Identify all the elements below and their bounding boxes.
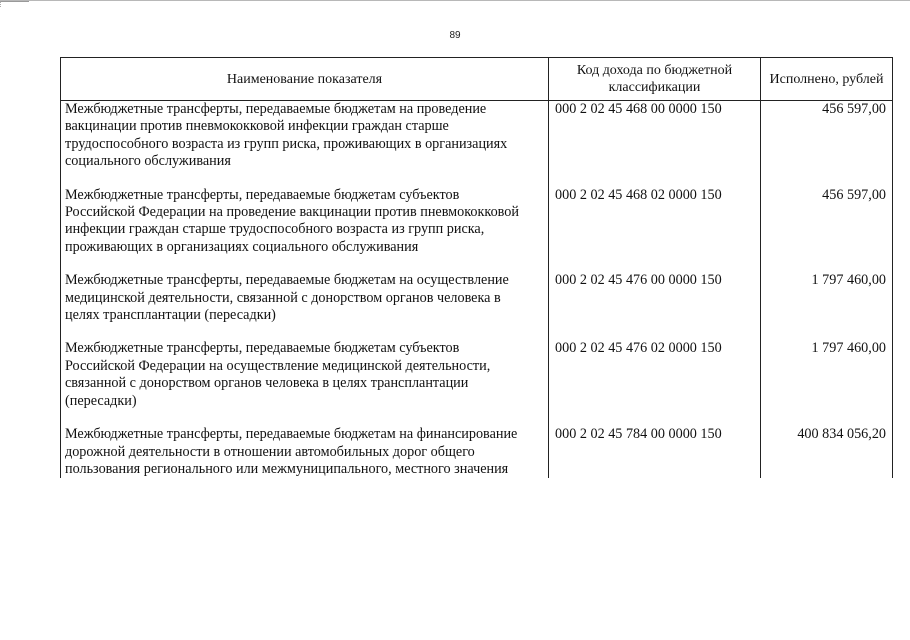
header-indicator-name: Наименование показателя <box>61 58 549 101</box>
row-budget-code: 000 2 02 45 476 00 0000 150 <box>549 272 761 324</box>
table-body <box>61 101 893 479</box>
row-amount: 456 597,00 <box>761 187 893 257</box>
row-spacer <box>61 256 893 272</box>
table-row <box>61 340 893 410</box>
header-row <box>61 58 893 101</box>
budget-report-table <box>60 57 893 478</box>
row-budget-code: 000 2 02 45 468 02 0000 150 <box>549 187 761 257</box>
row-amount: 400 834 056,20 <box>761 426 893 478</box>
table-row <box>61 272 893 324</box>
row-indicator-name: Межбюджетные трансферты, передаваемые бюджетам на осуществление медицинской деятельности, связанной с донорством органов человека в целях трансплантации (пересадки) <box>61 272 549 324</box>
row-indicator-name: Межбюджетные трансферты, передаваемые бюджетам субъектов Российской Федерации на осуществление медицинской деятельности, связанной с донорством органов человека в целях трансплантации (пересадки) <box>61 340 549 410</box>
row-budget-code: 000 2 02 45 476 02 0000 150 <box>549 340 761 410</box>
table-row <box>61 426 893 478</box>
row-amount: 1 797 460,00 <box>761 340 893 410</box>
page-number: 89 <box>449 30 461 41</box>
row-budget-code: 000 2 02 45 784 00 0000 150 <box>549 426 761 478</box>
header-amount: Исполнено, рублей <box>761 58 893 101</box>
row-budget-code: 000 2 02 45 468 00 0000 150 <box>549 101 761 171</box>
row-amount: 1 797 460,00 <box>761 272 893 324</box>
table-row <box>61 101 893 171</box>
table-row <box>61 187 893 257</box>
top-scan-rule <box>0 0 910 1</box>
row-amount: 456 597,00 <box>761 101 893 171</box>
row-spacer <box>61 324 893 340</box>
row-spacer <box>61 410 893 426</box>
row-indicator-name: Межбюджетные трансферты, передаваемые бюджетам субъектов Российской Федерации на проведение вакцинации против пневмококковой инфекции граждан старше трудоспособного возраста из групп риска, проживающих в организациях социального обслуживания <box>61 187 549 257</box>
row-indicator-name: Межбюджетные трансферты, передаваемые бюджетам на финансирование дорожной деятельности в отношении автомобильных дорог общего пользования регионального или межмуниципального, местного значения <box>61 426 549 478</box>
corner-scan-mark <box>0 1 29 7</box>
row-indicator-name: Межбюджетные трансферты, передаваемые бюджетам на проведение вакцинации против пневмококковой инфекции граждан старше трудоспособного возраста из групп риска, проживающих в организациях социального обслуживания <box>61 101 549 171</box>
header-budget-code: Код дохода по бюджетной классификации <box>549 58 761 101</box>
row-spacer <box>61 171 893 187</box>
table-header <box>61 58 893 101</box>
